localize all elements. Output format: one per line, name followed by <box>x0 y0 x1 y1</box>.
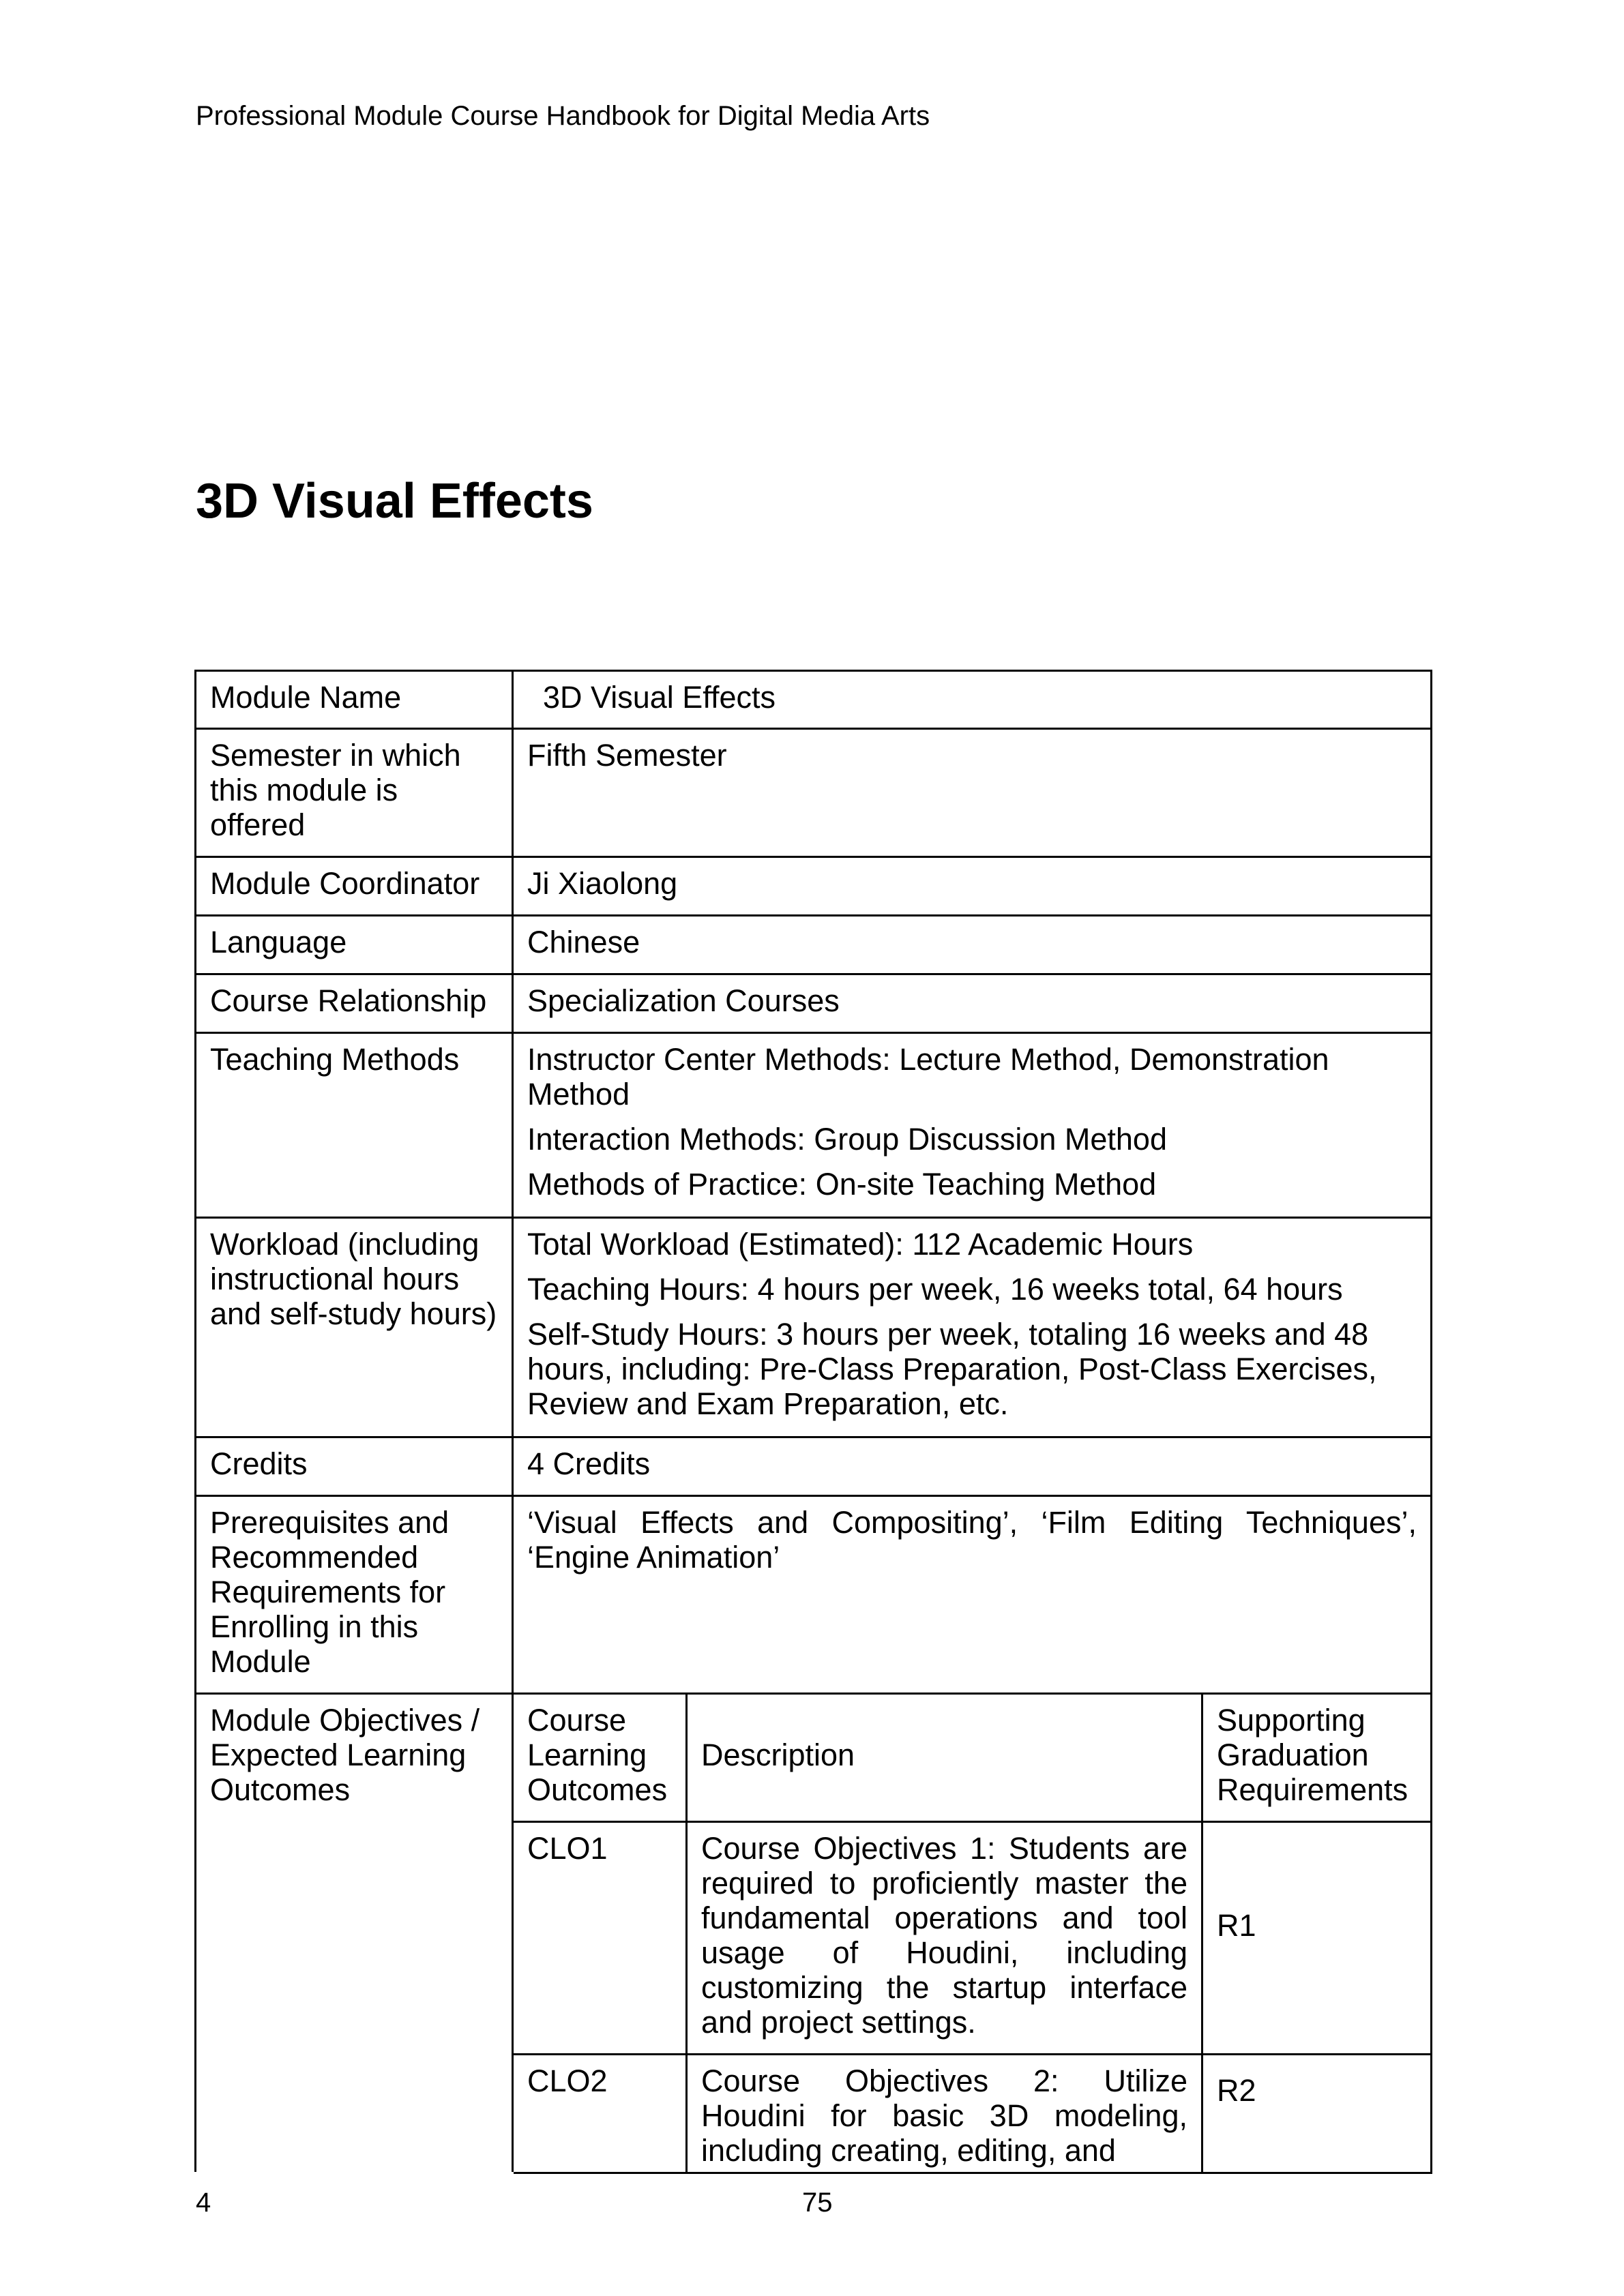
teaching-methods-value <box>514 1034 1430 1217</box>
credits-value: 4 Credits <box>527 1446 651 1481</box>
running-header: Professional Module Course Handbook for Digital Media Arts <box>196 101 930 131</box>
table-row-semester <box>196 730 1432 858</box>
table-row-credits <box>196 1438 1432 1497</box>
table-row-module-name <box>196 672 1432 730</box>
table-row-language <box>196 916 1432 975</box>
footer-left-number: 4 <box>196 2188 211 2218</box>
outcome-requirement: R1 <box>1217 1908 1256 1943</box>
outcome-description: Course Objectives 1: Students are required to proficiently master the fundamental operations and tool usage of Houdini, including customizing the startup interface and project settings. <box>688 1823 1203 2053</box>
teaching-method-instructor: Instructor Center Methods: Lecture Method, Demonstration Method <box>527 1042 1329 1112</box>
table-row-teaching-methods <box>196 1034 1432 1219</box>
workload-teaching-hours: Teaching Hours: 4 hours per week, 16 weeks total, 64 hours <box>527 1272 1343 1307</box>
teaching-methods-label: Teaching Methods <box>196 1034 514 1217</box>
page-title: 3D Visual Effects <box>196 474 593 528</box>
prerequisites-value: ‘Visual Effects and Compositing’, ‘Film Editing Techniques’, ‘Engine Animation’ <box>527 1505 1417 1575</box>
relationship-label: Course Relationship <box>196 975 514 1032</box>
outcome-code: CLO1 <box>514 1823 688 2053</box>
page-number: 75 <box>802 2188 833 2218</box>
table-row-prerequisites <box>196 1497 1432 1695</box>
coordinator-value: Ji Xiaolong <box>527 866 678 901</box>
language-value: Chinese <box>527 925 640 959</box>
semester-label: Semester in which this module is offered <box>196 730 514 856</box>
outcomes-header-requirements: Supporting Graduation Requirements <box>1217 1703 1408 1807</box>
module-name-value: 3D Visual Effects <box>543 680 776 715</box>
table-row-coordinator <box>196 858 1432 916</box>
table-row <box>514 1823 1432 2055</box>
teaching-method-interaction: Interaction Methods: Group Discussion Method <box>527 1122 1167 1157</box>
relationship-value: Specialization Courses <box>527 983 840 1018</box>
outcomes-header-code: Course Learning Outcomes <box>514 1695 688 1821</box>
outcomes-header-description: Description <box>688 1695 1203 1821</box>
outcome-description: Course Objectives 2: Utilize Houdini for basic 3D modeling, including creating, editing, and <box>688 2055 1203 2172</box>
language-label: Language <box>196 916 514 973</box>
module-name-label: Module Name <box>196 672 514 728</box>
table-row-relationship <box>196 975 1432 1034</box>
table-row-workload <box>196 1219 1432 1438</box>
workload-total: Total Workload (Estimated): 112 Academic Hours <box>527 1227 1194 1262</box>
objectives-label: Module Objectives / Expected Learning Outcomes <box>196 1695 514 2172</box>
outcome-code: CLO2 <box>514 2055 688 2172</box>
semester-value: Fifth Semester <box>527 738 727 773</box>
outcome-requirement: R2 <box>1217 2073 1256 2108</box>
prerequisites-label: Prerequisites and Recommended Requirements for Enrolling in this Module <box>196 1497 514 1693</box>
credits-label: Credits <box>196 1438 514 1495</box>
module-table <box>194 670 1432 2172</box>
workload-value <box>514 1219 1430 1436</box>
workload-label: Workload (including instructional hours and self-study hours) <box>196 1219 514 1436</box>
teaching-method-practice: Methods of Practice: On-site Teaching Method <box>527 1167 1157 1202</box>
coordinator-label: Module Coordinator <box>196 858 514 914</box>
outcomes-header-row <box>514 1695 1432 1823</box>
table-row <box>514 2055 1432 2174</box>
workload-self-study-hours: Self-Study Hours: 3 hours per week, totaling 16 weeks and 48 hours, including: Pre-Class Preparation, Post-Class Exercises, Review and Exam Preparation, etc. <box>527 1317 1377 1421</box>
